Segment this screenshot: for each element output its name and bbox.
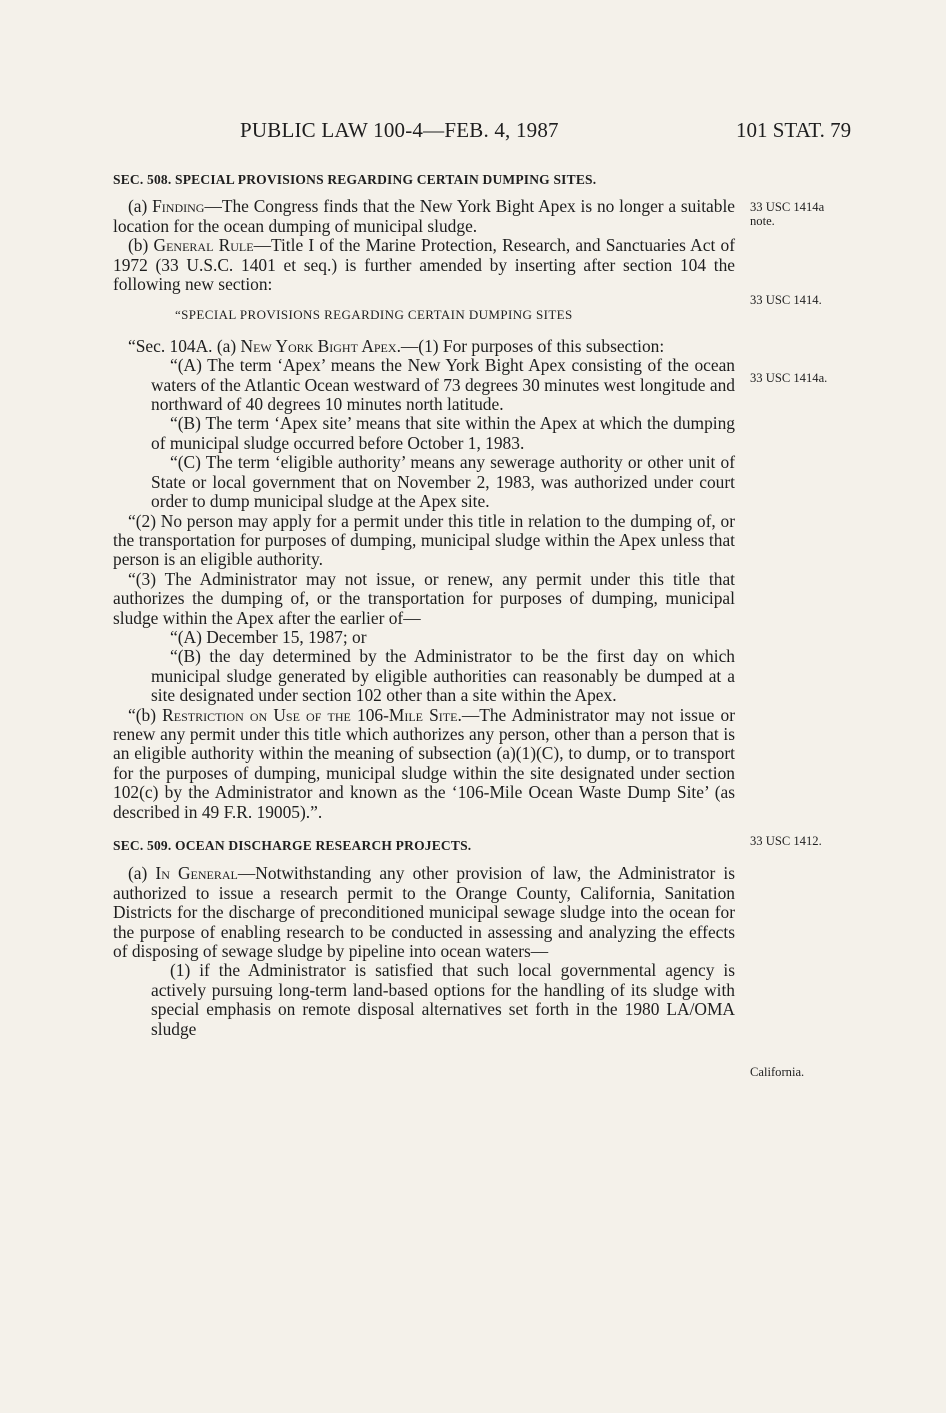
para3-item-b: “(B) the day determined by the Administrator to be the first day on which municipal sludge generated by eligible authorities can reasonably be dumped at a site designated under section 102 other than a site within the Apex. [151,646,735,706]
sec509-a-text: —Notwithstanding any other provision of law, the Administrator is authorized to issue a research permit to the Orange County, California, Sanitation Districts for the discharge of preconditioned municipal sewage sludge into the ocean for the purpose of enabling research to be conducted in assessing and analyzing the effects of disposing of sewage sludge by pipeline into ocean waters— [113,863,735,962]
section-508-heading: SEC. 508. SPECIAL PROVISIONS REGARDING CERTAIN DUMPING SITES. [113,172,597,187]
sec508-a-text: —The Congress finds that the New York Bight Apex is no longer a suitable location for the ocean dumping of municipal sludge. [113,196,736,236]
sec509-a-label: In General [155,863,238,884]
sec509-item-1: (1) if the Administrator is satisfied that such local governmental agency is actively pursuing long-term land-based options for the handling of its sludge with special emphasis on remote disposal alternatives set forth in the 1980 LA/OMA sludge [151,960,735,1039]
section-509-heading: SEC. 509. OCEAN DISCHARGE RESEARCH PROJECTS. [113,838,472,853]
running-header-title: PUBLIC LAW 100-4—FEB. 4, 1987 [240,118,559,142]
sec104a-b-label: Restriction on Use of the 106-Mile Site [162,704,458,725]
definition-eligible-authority: “(C) The term ‘eligible authority’ means any sewerage authority or other unit of State or local government that on November 2, 1983, was authorized under court order to dump municipal sludge at the Apex site. [151,452,735,512]
inserted-section-subheading: “SPECIAL PROVISIONS REGARDING CERTAIN DUMPING SITES [175,307,573,323]
margin-note-1414a-note: 33 USC 1414a note. [750,200,825,228]
sec508-b-text: —Title I of the Marine Protection, Research, and Sanctuaries Act of 1972 (33 U.S.C. 1401 et seq.) is further amended by inserting after section 104 the following new section: [113,235,735,295]
margin-note-1412: 33 USC 1412. [750,834,822,848]
sec104a-para-2: “(2) No person may apply for a permit under this title in relation to the dumping of, or the transportation for purposes of dumping, municipal sludge within the Apex unless that person is an eligible authority. [113,510,735,570]
sec104a-para-a1 [113,337,735,356]
definition-apex: “(A) The term ‘Apex’ means the New York Bight Apex consisting of the ocean waters of the Atlantic Ocean westward of 73 degrees 30 minutes west longitude and northward of 40 degrees 10 minutes north latitude. [151,355,735,415]
sec104a-para-b [113,706,735,822]
sec104a-label: New York Bight Apex [240,335,397,356]
margin-note-1414a: 33 USC 1414a. [750,371,828,385]
sec104a-text: .—(1) For purposes of this subsection: [396,335,665,356]
sec508-para-b: (b) General Rule—Title I of the Marine Protection, Research, and Sanctuaries Act of 1972 (33 U.S.C. 1401 et seq.) is further amended by inserting after section 104 the following new section: [113,235,735,295]
page-stat-number: 101 STAT. 79 [736,118,852,142]
sec508-para-a: (a) Finding—The Congress finds that the New York Bight Apex is no longer a suitable location for the ocean dumping of municipal sludge. [113,196,736,236]
sec509-para-a: (a) In General—Notwithstanding any other provision of law, the Administrator is authorized to issue a research permit to the Orange County, California, Sanitation Districts for the discharge of preconditioned municipal sewage sludge into the ocean for the purpose of enabling research to be conducted in assessing and analyzing the effects of disposing of sewage sludge by pipeline into ocean waters— [113,863,735,962]
sec104a-para-3: “(3) The Administrator may not issue, or renew, any permit under this title that authorizes the dumping of, or the transportation for purposes of dumping, municipal sludge within the Apex after the earlier of— [113,568,735,628]
sec508-b-label: General Rule [153,235,254,256]
para3-item-a: “(A) December 15, 1987; or [170,626,367,647]
sec104a-b-prefix: “(b) [128,704,163,725]
definition-apex-site: “(B) The term ‘Apex site’ means that site within the Apex at which the dumping of municipal sludge occurred before October 1, 1983. [151,413,735,453]
sec104a-b-text: .—The Administrator may not issue or renew any permit under this title which authorizes any person, other than a person that is an eligible authority within the meaning of subsection (a)(1)(C), to dump, or to transport for the purposes of dumping, municipal sludge within the site designated under section 102(c) by the Administrator and known as the ‘106-Mile Ocean Waste Dump Site’ (as described in 49 F.R. 19005).”. [113,704,735,822]
page-body [113,170,735,1039]
sec508-a-label: Finding [152,196,205,217]
sec104a-prefix: “Sec. 104A. (a) [128,335,241,356]
margin-note-california: California. [750,1065,805,1079]
margin-note-1414: 33 USC 1414. [750,293,822,307]
